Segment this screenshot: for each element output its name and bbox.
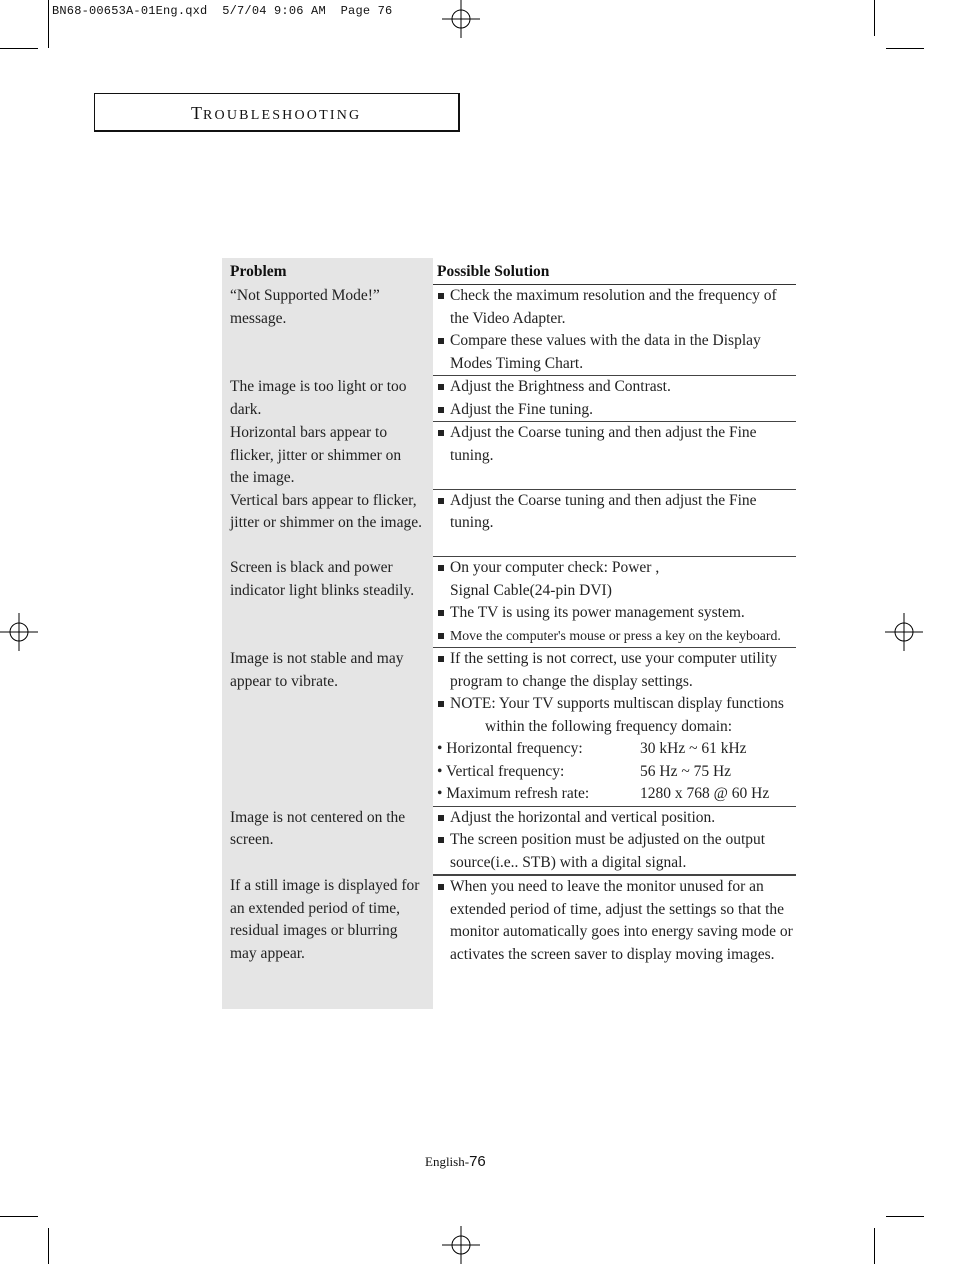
table-row xyxy=(222,422,812,490)
solution-bullet xyxy=(437,399,796,422)
solution-bullet xyxy=(437,693,796,716)
solution-cell xyxy=(433,422,796,490)
crop-mark xyxy=(48,0,49,48)
bullet-square-icon xyxy=(438,338,444,344)
problem-cell xyxy=(222,490,433,558)
bullet-square-icon xyxy=(438,884,444,890)
solution-continuation: program to change the display settings. xyxy=(450,672,693,690)
solution-bullet xyxy=(437,648,796,671)
section-title-rest: ROUBLESHOOTING xyxy=(203,108,362,123)
crop-mark xyxy=(874,1228,875,1264)
spec-value: 1280 x 768 @ 60 Hz xyxy=(640,785,770,802)
bullet-square-icon xyxy=(438,701,444,707)
table-row xyxy=(222,285,812,376)
problem-cell xyxy=(222,376,433,422)
table-row xyxy=(222,557,812,648)
problem-line: appear to vibrate. xyxy=(230,672,339,690)
spec-value: 56 Hz ~ 75 Hz xyxy=(640,762,732,780)
solution-cell xyxy=(433,285,796,376)
registration-mark-icon xyxy=(885,613,923,651)
spec-label: • Vertical frequency: xyxy=(437,762,565,780)
solution-line: The TV is using its power management system. xyxy=(450,604,745,621)
problem-line: jitter or shimmer on the image. xyxy=(230,514,422,531)
problem-cell xyxy=(222,557,433,648)
page-number: 76 xyxy=(469,1153,486,1170)
problem-line: Vertical bars appear to flicker, xyxy=(230,491,417,509)
problem-line: may appear. xyxy=(230,944,305,962)
problem-line: indicator light blinks steadily. xyxy=(230,581,415,599)
table-row xyxy=(222,807,812,876)
crop-mark xyxy=(0,48,38,49)
solution-cell xyxy=(433,807,796,876)
solution-cell xyxy=(433,648,796,807)
solution-bullet xyxy=(437,422,796,445)
section-title xyxy=(94,93,460,132)
solution-line: Adjust the Coarse tuning and then adjust the Fine xyxy=(450,424,757,441)
spec-label: • Horizontal frequency: xyxy=(437,740,583,757)
crop-mark xyxy=(886,48,924,49)
solution-line: Adjust the Brightness and Contrast. xyxy=(450,378,671,395)
bullet-square-icon xyxy=(438,837,444,843)
solution-cell xyxy=(433,376,796,422)
crop-mark xyxy=(0,1216,38,1217)
table-row xyxy=(222,376,812,422)
problem-cell xyxy=(222,422,433,490)
spec-label: • Maximum refresh rate: xyxy=(437,785,590,802)
solution-bullet xyxy=(437,330,796,353)
solution-bullet xyxy=(437,285,796,308)
problem-line: an extended period of time, xyxy=(230,899,401,917)
solution-continuation: monitor automatically goes into energy saving mode or xyxy=(450,923,793,940)
solution-continuation: activates the screen saver to display moving images. xyxy=(450,945,775,963)
solution-continuation: the Video Adapter. xyxy=(450,309,566,327)
solution-line: When you need to leave the monitor unused for an xyxy=(450,878,764,895)
troubleshooting-table xyxy=(222,258,812,1009)
problem-line: The image is too light or too xyxy=(230,378,407,395)
problem-line: the image. xyxy=(230,469,295,486)
spec-row xyxy=(437,783,796,806)
problem-cell xyxy=(222,875,433,1009)
table-row xyxy=(222,875,812,1009)
bullet-square-icon xyxy=(438,384,444,390)
problem-line: Screen is black and power xyxy=(230,559,393,576)
solution-bullet xyxy=(437,376,796,399)
solution-bullet xyxy=(437,602,796,625)
problem-line: message. xyxy=(230,309,287,327)
header-solution: Possible Solution xyxy=(433,258,796,285)
bullet-square-icon xyxy=(438,293,444,299)
bullet-square-icon xyxy=(438,498,444,504)
solution-line: Adjust the Coarse tuning and then adjust the Fine xyxy=(450,491,757,509)
solution-cell xyxy=(433,557,796,648)
solution-continuation: extended period of time, adjust the settings so that the xyxy=(450,900,785,918)
solution-line: Check the maximum resolution and the frequency of xyxy=(450,287,777,304)
bullet-square-icon xyxy=(438,610,444,616)
spec-row xyxy=(437,761,796,784)
solution-line: The screen position must be adjusted on the output xyxy=(450,831,766,848)
problem-line: Image is not stable and may xyxy=(230,650,404,667)
table-row xyxy=(222,490,812,558)
problem-line: residual images or blurring xyxy=(230,922,398,939)
spec-value: 30 kHz ~ 61 kHz xyxy=(640,740,747,757)
bullet-square-icon xyxy=(438,430,444,436)
solution-continuation: source(i.e.. STB) with a digital signal. xyxy=(450,853,687,871)
page-footer xyxy=(425,1153,486,1170)
bullet-square-icon xyxy=(438,407,444,413)
table-row xyxy=(222,648,812,807)
problem-line: Image is not centered on the xyxy=(230,808,406,826)
solution-cell xyxy=(433,875,796,1009)
solution-line: Adjust the Fine tuning. xyxy=(450,400,593,418)
registration-mark-icon xyxy=(442,1226,480,1264)
solution-bullet xyxy=(437,557,796,580)
solution-continuation: tuning. xyxy=(450,446,494,464)
solution-continuation: Modes Timing Chart. xyxy=(450,354,584,372)
problem-line: If a still image is displayed for xyxy=(230,877,420,894)
solution-continuation: tuning. xyxy=(450,514,494,531)
registration-mark-icon xyxy=(442,0,480,38)
bullet-square-icon xyxy=(438,565,444,571)
problem-line: flicker, jitter or shimmer on xyxy=(230,446,402,464)
header-problem: Problem xyxy=(222,258,433,285)
problem-line: dark. xyxy=(230,400,262,418)
solution-line: If the setting is not correct, use your computer utility xyxy=(450,650,778,667)
solution-bullet xyxy=(437,876,796,899)
problem-cell xyxy=(222,285,433,376)
solution-line: Adjust the horizontal and vertical position. xyxy=(450,808,716,826)
section-title-initial: T xyxy=(191,103,203,123)
solution-bullet xyxy=(437,829,796,852)
footer-prefix: English- xyxy=(425,1154,470,1169)
solution-cell xyxy=(433,490,796,558)
problem-line: “Not Supported Mode!” xyxy=(230,287,380,304)
solution-bullet xyxy=(437,625,796,648)
solution-continuation: Signal Cable(24-pin DVI) xyxy=(450,581,612,599)
problem-line: Horizontal bars appear to xyxy=(230,424,388,441)
solution-line: Compare these values with the data in the Display xyxy=(450,332,761,349)
bullet-square-icon xyxy=(438,633,444,639)
solution-line: NOTE: Your TV supports multiscan display functions xyxy=(450,695,784,712)
table-header xyxy=(222,258,812,285)
bullet-square-icon xyxy=(438,656,444,662)
printer-slug: BN68-00653A-01Eng.qxd 5/7/04 9:06 AM Page 76 xyxy=(52,4,393,18)
note-line: within the following frequency domain: xyxy=(485,717,733,735)
registration-mark-icon xyxy=(0,613,38,651)
problem-cell xyxy=(222,807,433,876)
spec-row xyxy=(437,738,796,761)
bullet-square-icon xyxy=(438,815,444,821)
crop-mark xyxy=(874,0,875,36)
solution-line: Move the computer's mouse or press a key on the keyboard. xyxy=(450,627,781,643)
solution-line: On your computer check: Power , xyxy=(450,559,660,576)
problem-cell xyxy=(222,648,433,807)
problem-line: screen. xyxy=(230,831,274,848)
solution-bullet xyxy=(437,490,796,513)
crop-mark xyxy=(886,1216,924,1217)
solution-bullet xyxy=(437,807,796,830)
crop-mark xyxy=(48,1228,49,1264)
